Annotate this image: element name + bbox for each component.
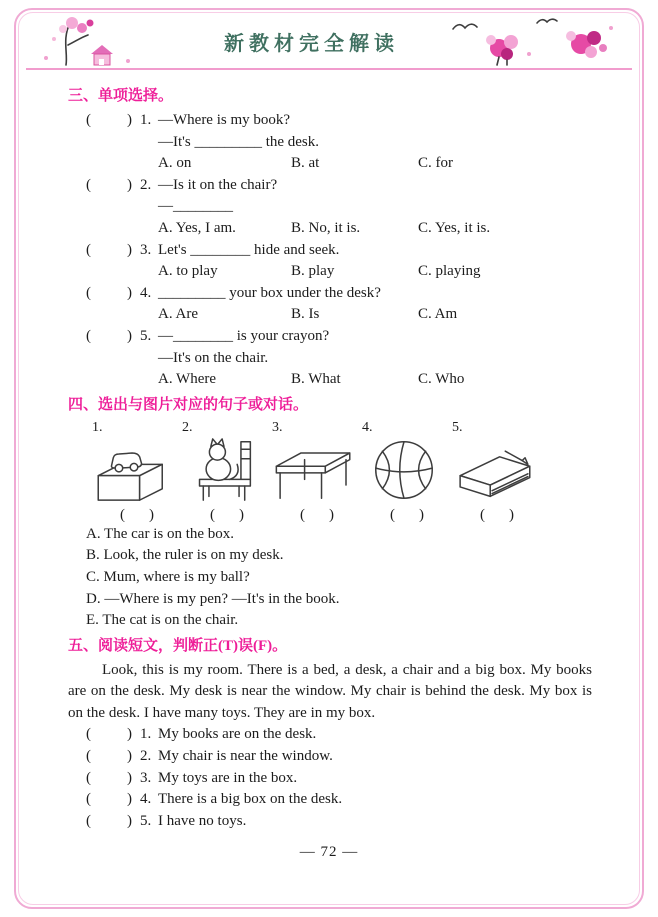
option-c: C. playing: [418, 263, 481, 280]
tree-house-decoration-icon: [32, 15, 182, 67]
page-header: [26, 14, 632, 70]
answer-bracket: [86, 811, 132, 833]
question-number: 1.: [140, 112, 152, 128]
bracket-open: (: [86, 176, 91, 193]
option-a: A. Are: [158, 306, 198, 323]
car-on-box-picture: [92, 438, 176, 502]
option-a: A. Yes, I am.: [158, 219, 236, 236]
picture-cell: [182, 420, 272, 524]
bracket-close: ): [127, 769, 132, 786]
bracket-open: (: [86, 112, 91, 128]
statement-row: [86, 746, 618, 768]
bracket-close: ): [509, 506, 514, 523]
statement-row: [86, 811, 618, 833]
question-subline: —It's _________ the desk.: [158, 133, 320, 150]
answer-bracket: [86, 110, 132, 132]
statement-text: My toys are in the box.: [158, 769, 298, 786]
statement-text: My books are on the desk.: [158, 726, 317, 743]
question-row: [86, 240, 618, 262]
picture-cell: [362, 420, 452, 524]
statement-text: I have no toys.: [158, 812, 247, 829]
option-b: B. at: [291, 155, 320, 172]
option-b: B. Is: [291, 306, 320, 323]
options-row: [158, 153, 618, 175]
sentence-c: C. Mum, where is my ball?: [86, 568, 250, 585]
bracket-open: (: [86, 726, 91, 743]
statement-number: 3.: [140, 769, 152, 786]
question-number: 3.: [140, 241, 152, 258]
bracket-open: (: [86, 769, 91, 786]
picture-number: 2.: [182, 419, 193, 435]
bracket-close: ): [127, 726, 132, 743]
picture-number: 4.: [362, 419, 373, 435]
answer-bracket: [86, 768, 132, 790]
bracket-open: (: [86, 241, 91, 258]
picture-answer-bracket: [120, 507, 154, 524]
question-row: [86, 175, 618, 197]
bracket-close: ): [127, 112, 132, 128]
option-c: C. Yes, it is.: [418, 219, 491, 236]
section4-title: 四、选出与图片对应的句子或对话。: [68, 396, 309, 413]
statement-number: 2.: [140, 748, 152, 765]
statement-number: 1.: [140, 726, 152, 743]
picture-answer-bracket: [480, 507, 514, 524]
bracket-open: (: [86, 812, 91, 829]
desk-picture: [272, 438, 356, 502]
question-text: —________ is your crayon?: [158, 327, 330, 344]
statement-number: 4.: [140, 791, 152, 808]
bracket-close: ): [329, 506, 334, 523]
option-a: A. to play: [158, 263, 218, 280]
bracket-open: (: [86, 284, 91, 301]
option-b: B. What: [291, 371, 341, 388]
bracket-open: (: [480, 506, 485, 523]
question-number: 2.: [140, 176, 152, 193]
answer-bracket: [86, 789, 132, 811]
sentence-a: A. The car is on the box.: [86, 525, 235, 542]
question-row: [86, 326, 618, 348]
picture-answer-bracket: [210, 507, 244, 524]
picture-row: [92, 420, 618, 524]
bracket-close: ): [149, 506, 154, 523]
sentence-b: B. Look, the ruler is on my desk.: [86, 547, 284, 564]
option-c: C. Who: [418, 371, 465, 388]
options-row: [158, 369, 618, 391]
option-c: C. Am: [418, 306, 458, 323]
picture-number: 5.: [452, 419, 463, 435]
flowers-birds-decoration-icon: [441, 15, 626, 67]
bracket-open: (: [86, 791, 91, 808]
section3-title: 三、单项选择。: [68, 88, 174, 104]
option-b: B. No, it is.: [291, 219, 361, 236]
cat-on-chair-picture: [182, 438, 266, 502]
sentence-e: E. The cat is on the chair.: [86, 612, 239, 629]
question-number: 5.: [140, 327, 152, 344]
bracket-close: ): [127, 791, 132, 808]
bracket-close: ): [239, 506, 244, 523]
option-b: B. play: [291, 263, 335, 280]
question-row: [86, 110, 618, 132]
picture-cell: [92, 420, 182, 524]
reading-passage: Look, this is my room. There is a bed, a desk, a chair and a big box. My books are on the desk. My desk is near the window. My chair is behind the desk. My box is on the desk. I have many toys. They are in my box.: [68, 661, 592, 721]
options-row: [158, 218, 618, 240]
option-a: A. on: [158, 155, 192, 172]
question-text: —Where is my book?: [158, 112, 291, 128]
bracket-close: ): [127, 327, 132, 344]
picture-number: 1.: [92, 419, 103, 435]
picture-cell: [452, 420, 542, 524]
answer-bracket: [86, 175, 132, 197]
statement-row: [86, 724, 618, 746]
picture-number: 3.: [272, 419, 283, 435]
picture-cell: [272, 420, 362, 524]
answer-bracket: [86, 746, 132, 768]
options-row: [158, 261, 618, 283]
bracket-close: ): [127, 176, 132, 193]
statement-text: There is a big box on the desk.: [158, 791, 343, 808]
sentence-d: D. —Where is my pen? —It's in the book.: [86, 590, 340, 607]
statement-row: [86, 768, 618, 790]
bracket-open: (: [210, 506, 215, 523]
page-content: [40, 86, 618, 861]
bracket-close: ): [127, 241, 132, 258]
bracket-close: ): [127, 748, 132, 765]
question-subline: —________: [158, 198, 233, 215]
bracket-open: (: [86, 327, 91, 344]
question-row: [86, 283, 618, 305]
picture-answer-bracket: [390, 507, 424, 524]
page-title: 新教材完全解读: [224, 32, 399, 55]
options-row: [158, 304, 618, 326]
question-subline: —It's on the chair.: [158, 349, 269, 366]
bracket-close: ): [419, 506, 424, 523]
answer-bracket: [86, 283, 132, 305]
question-number: 4.: [140, 284, 152, 301]
answer-bracket: [86, 724, 132, 746]
statement-text: My chair is near the window.: [158, 748, 333, 765]
statement-row: [86, 789, 618, 811]
page-number: — 72 —: [299, 844, 359, 861]
bracket-open: (: [300, 506, 305, 523]
option-c: C. for: [418, 155, 453, 172]
bracket-open: (: [390, 506, 395, 523]
section5-title: 五、阅读短文，判断正(T)误(F)。: [68, 637, 288, 654]
bracket-close: ): [127, 284, 132, 301]
question-text: —Is it on the chair?: [158, 176, 278, 193]
book-with-pen-picture: [452, 438, 536, 502]
picture-answer-bracket: [300, 507, 334, 524]
statement-number: 5.: [140, 812, 152, 829]
bracket-open: (: [120, 506, 125, 523]
option-a: A. Where: [158, 371, 217, 388]
basketball-picture: [362, 438, 446, 502]
bracket-close: ): [127, 812, 132, 829]
answer-bracket: [86, 240, 132, 262]
answer-bracket: [86, 326, 132, 348]
question-text: _________ your box under the desk?: [158, 284, 381, 301]
bracket-open: (: [86, 748, 91, 765]
question-text: Let's ________ hide and seek.: [158, 241, 340, 258]
